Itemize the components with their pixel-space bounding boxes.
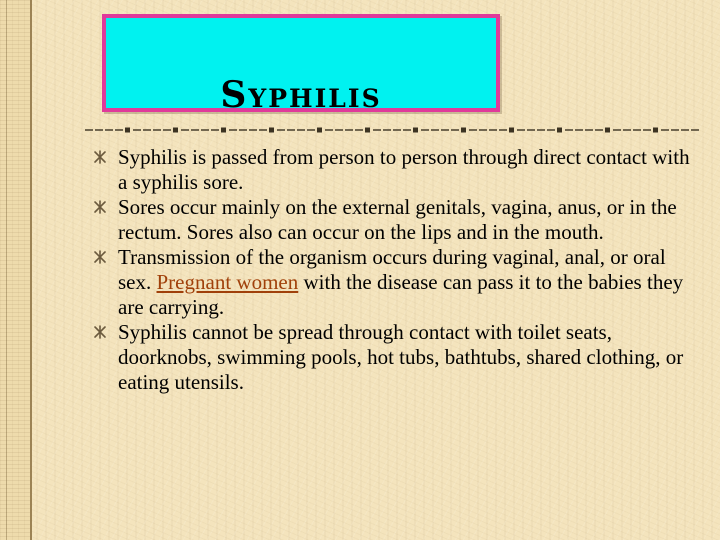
divider-dot xyxy=(269,128,274,133)
divider-dot xyxy=(317,128,322,133)
divider-dot xyxy=(509,128,514,133)
sparkle-bullet-icon xyxy=(93,150,107,164)
title-box xyxy=(102,14,500,116)
bullet-text-before-link: Transmission of the organism occurs during vaginal, anal, or oral sex. xyxy=(118,245,666,294)
divider-dot xyxy=(413,128,418,133)
sparkle-bullet-icon xyxy=(93,325,107,339)
divider-dot xyxy=(125,128,130,133)
bullet-item xyxy=(92,320,692,395)
divider-dot xyxy=(605,128,610,133)
divider-dot xyxy=(557,128,562,133)
bullet-text: Syphilis is passed from person to person through direct contact with a syphilis sore. xyxy=(118,145,690,194)
left-decorative-rail xyxy=(0,0,32,540)
bullet-item xyxy=(92,195,692,245)
divider-dot xyxy=(653,128,658,133)
divider-dot xyxy=(461,128,466,133)
bullet-text: Sores occur mainly on the external genitals, vagina, anus, or in the rectum. Sores also can occur on the lips and in the mouth. xyxy=(118,195,677,244)
bullet-text-after-link: with the disease can pass it to the babies they are carrying. xyxy=(118,270,684,319)
bullet-item xyxy=(92,145,692,195)
bullet-item xyxy=(92,245,692,320)
sparkle-bullet-icon xyxy=(93,250,107,264)
slide-title: Syphilis xyxy=(220,74,382,116)
sparkle-bullet-icon xyxy=(93,200,107,214)
divider-dot xyxy=(365,128,370,133)
divider-dot xyxy=(173,128,178,133)
bullet-list xyxy=(92,145,692,395)
pregnant-women-link[interactable]: Pregnant women xyxy=(156,270,299,294)
bullet-text: Syphilis cannot be spread through contact with toilet seats, doorknobs, swimming pools, hot tubs, bathtubs, shared clothing, or eating utensils. xyxy=(118,320,684,394)
dash-dot-divider xyxy=(85,123,700,137)
divider-dot xyxy=(221,128,226,133)
